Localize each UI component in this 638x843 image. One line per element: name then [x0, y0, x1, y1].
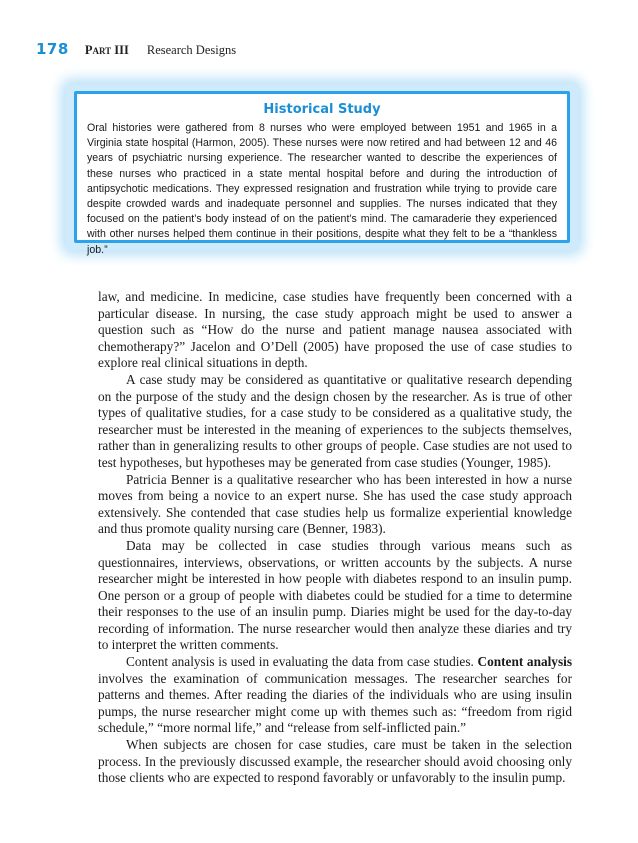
- section-title: Research Designs: [146, 43, 237, 57]
- paragraph: law, and medicine. In medicine, case studies have frequently been concerned with a particular disease. In nursing, the case study approach might be used to answer a question such as “How do the nurse and patient manage nausea associated with chemotherapy?” Jacelon and O’Dell (2005) have proposed the use of case studies to explore real clinical situations in depth.: [98, 289, 572, 371]
- historical-study-box: [74, 91, 570, 256]
- box-title: Historical Study: [263, 102, 381, 117]
- paragraph: When subjects are chosen for case studies, care must be taken in the selection process. In the previously discussed example, the researcher should avoid choosing only those clients who are expected to respond favorably or unfavorably to the insulin pump.: [98, 737, 572, 786]
- body-text: [98, 289, 572, 787]
- part-label: Part III: [84, 43, 129, 57]
- running-header: [36, 40, 596, 60]
- paragraph: A case study may be considered as quantitative or qualitative research depending on the purpose of the study and the design chosen by the researcher. As is true of other types of qualitative studies, for a case study to be considered as a qualitative study, the researcher must be interested in the meaning of experiences to the subjects themselves, rather than in generalizing results to other groups of people. Case studies are not used to test hypotheses, but hypotheses may be generated from case studies (Younger, 1985).: [98, 371, 572, 470]
- paragraph: [98, 654, 572, 737]
- paragraph: Patricia Benner is a qualitative researcher who has been interested in how a nurse moves from being a novice to an expert nurse. She has used the case study approach extensively. She contended that case studies help us formalize experiential knowledge and thus promote quality nursing care (Benner, 1983).: [98, 471, 572, 537]
- paragraph-rest: involves the examination of communication messages. The researcher searches for patterns and themes. After reading the diaries of the individuals who are using insulin pumps, the nurse researcher might come up with themes such as: “freedom from rigid schedule,” “more normal life,” and “release from self-inflicted pain.”: [98, 670, 572, 736]
- key-term-content-analysis: Content analysis: [477, 654, 572, 670]
- paragraph-lead: Content analysis is used in evaluating the data from case studies.: [126, 654, 478, 670]
- paragraph: Data may be collected in case studies through various means such as questionnaires, interviews, observations, or written accounts by the subjects. A nurse researcher might be interested in how people with diabetes respond to an insulin pump. One person or a group of people with diabetes could be studied for a time to determine their responses to the use of an insulin pump. Diaries might be used for the day-to-day recording of information. The nurse researcher would then analyze these diaries and try to interpret the written comments.: [98, 537, 572, 653]
- box-text: Oral histories were gathered from 8 nurses who were employed between 1951 and 1965 in a Virginia state hospital (Harmon, 2005). These nurses were now retired and had between 12 and 46 years of psychiatric nursing experience. The researcher wanted to describe the experiences of these nurses who practiced in a state mental hospital before and during the introduction of antipsychotic medications. They expressed resignation and frustration while trying to provide care despite crowded wards and inadequate personnel and supplies. The nurses indicated that they focused on the patient’s body instead of on the patient’s mind. The camaraderie they experienced with other nurses helped them continue in their positions, despite what they felt to be a “thankless job.”: [87, 122, 557, 256]
- page-number: 178: [36, 40, 69, 58]
